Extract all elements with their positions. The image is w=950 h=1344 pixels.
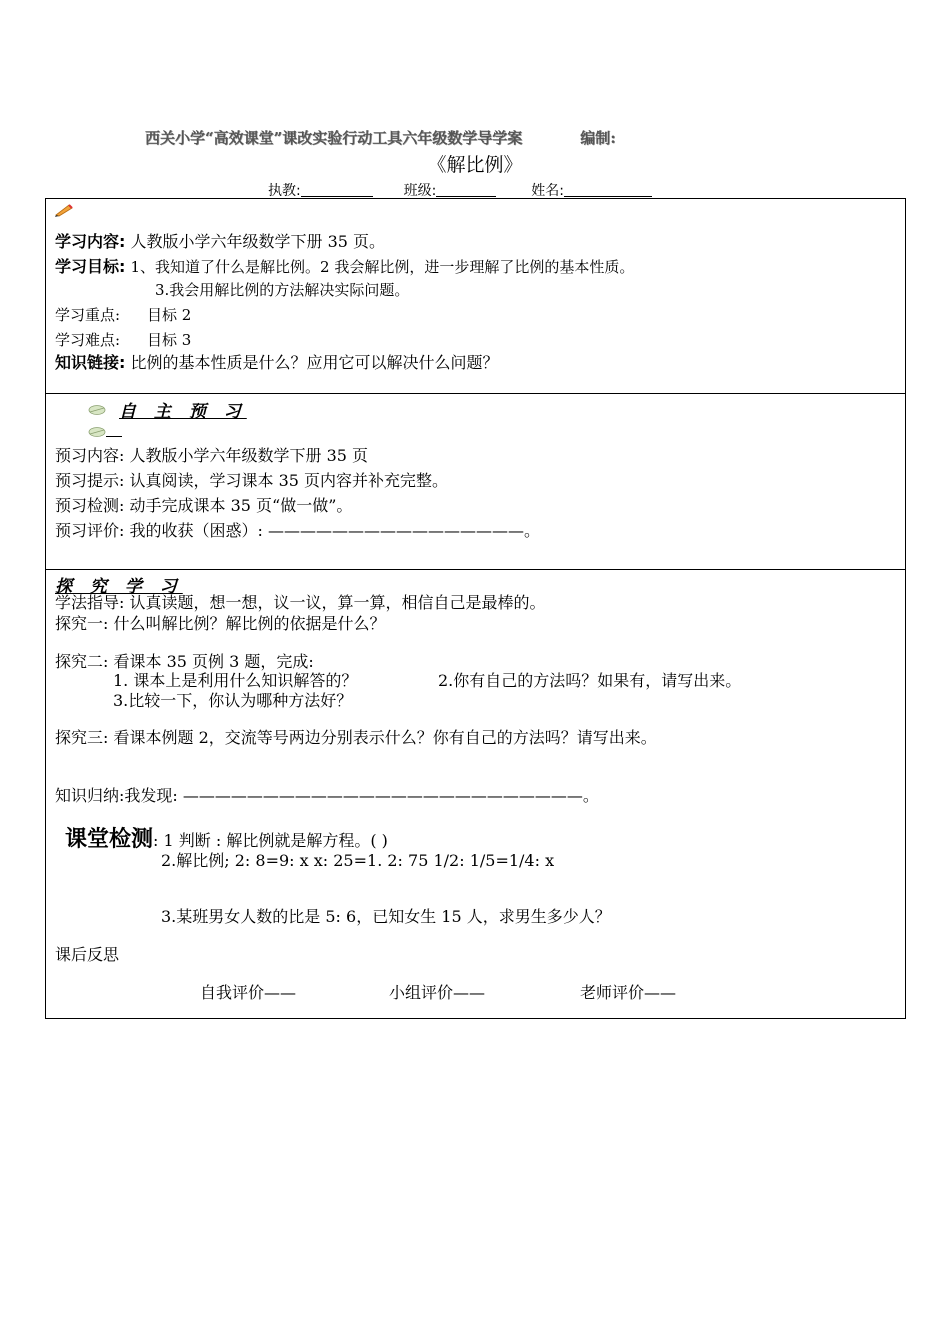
goal-row [55, 254, 634, 277]
goal-text: 1、我知道了什么是解比例。2 我会解比例，进一步理解了比例的基本性质。 [130, 258, 635, 276]
preview-content: 预习内容: 人教版小学六年级数学下册 35 页 [55, 446, 369, 465]
name-label: 姓名: [531, 183, 564, 199]
page-title: 《解比例》 [427, 154, 523, 176]
info-line [268, 180, 652, 200]
inquiry-heading: 探 究 学 习 [55, 577, 183, 597]
content-text: 人教版小学六年级数学下册 35 页。 [130, 232, 386, 251]
document-header [145, 127, 616, 148]
editor-label: 编制: [580, 129, 616, 147]
learning-goals-section [46, 199, 906, 394]
explore-two-q2: 2.你有自己的方法吗？如果有，请写出来。 [438, 671, 742, 690]
explore-one: 探究一: 什么叫解比例？解比例的依据是什么？ [55, 614, 386, 633]
difficulty-row [55, 329, 191, 350]
name-blank[interactable] [564, 182, 652, 197]
link-label: 知识链接: [55, 353, 126, 372]
self-preview-section [46, 394, 906, 570]
group-evaluation: 小组评价—— [389, 983, 486, 1002]
teacher-blank[interactable] [301, 182, 373, 197]
link-text: 比例的基本性质是什么？应用它可以解决什么问题？ [130, 353, 499, 372]
leaf-icon [88, 423, 106, 435]
content-label: 学习内容: [55, 232, 126, 251]
class-check-q3: 3.某班男女人数的比是 5: 6，已知女生 15 人，求男生多少人？ [161, 907, 611, 926]
self-evaluation: 自我评价—— [200, 983, 297, 1002]
class-check-q2: 2.解比例; 2: 8=9: x x: 25=1. 2: 75 1/2: 1/5=1/4: x [161, 851, 555, 870]
explore-three: 探究三: 看课本例题 2，交流等号两边分别表示什么？你有自己的方法吗？请写出来。 [55, 728, 657, 747]
difficulty-text: 目标 3 [147, 331, 192, 349]
after-class-reflection: 课后反思 [55, 945, 120, 964]
preview-check: 预习检测: 动手完成课本 35 页“做一做”。 [55, 496, 353, 515]
explore-two: 探究二: 看课本 35 页例 3 题，完成: [55, 652, 314, 671]
explore-two-q1: 1. 课本上是利用什么知识解答的？ [113, 671, 358, 690]
preview-hint: 预习提示: 认真阅读，学习课本 35 页内容并补充完整。 [55, 471, 449, 490]
key-text: 目标 2 [147, 306, 192, 324]
key-label: 学习重点: [55, 306, 121, 324]
leaf-icon [88, 401, 106, 413]
blank-underline [106, 436, 122, 437]
worksheet-table [45, 198, 906, 1019]
key-row [55, 304, 191, 325]
self-preview-heading: 自 主 预 习 [119, 402, 247, 422]
teacher-evaluation: 老师评价—— [580, 983, 677, 1002]
goal-label: 学习目标: [55, 257, 126, 276]
method-guide: 学法指导: 认真读题，想一想，议一议，算一算，相信自己是最棒的。 [55, 593, 546, 612]
class-check-q1: : 1 判断 : 解比例就是解方程。( ) [153, 831, 388, 850]
content-row [55, 229, 385, 252]
teacher-label: 执教: [268, 183, 301, 199]
inquiry-section [46, 570, 906, 1019]
class-label: 班级: [403, 183, 437, 199]
pencil-icon [54, 202, 74, 216]
class-blank[interactable] [436, 182, 496, 197]
knowledge-summary: 知识归纳:我发现: —————————————————————————。 [55, 786, 599, 805]
school-line: 西关小学“高效课堂”课改实验行动工具六年级数学导学案 [145, 129, 523, 147]
link-row [55, 350, 499, 373]
preview-eval: 预习评价: 我的收获（困惑）: ————————————————。 [55, 521, 540, 540]
class-check-label: 课堂检测 [65, 827, 154, 852]
difficulty-label: 学习难点: [55, 331, 121, 349]
goal-text-2: 3.我会用解比例的方法解决实际问题。 [155, 281, 410, 299]
explore-two-q3: 3.比较一下，你认为哪种方法好？ [113, 691, 353, 710]
